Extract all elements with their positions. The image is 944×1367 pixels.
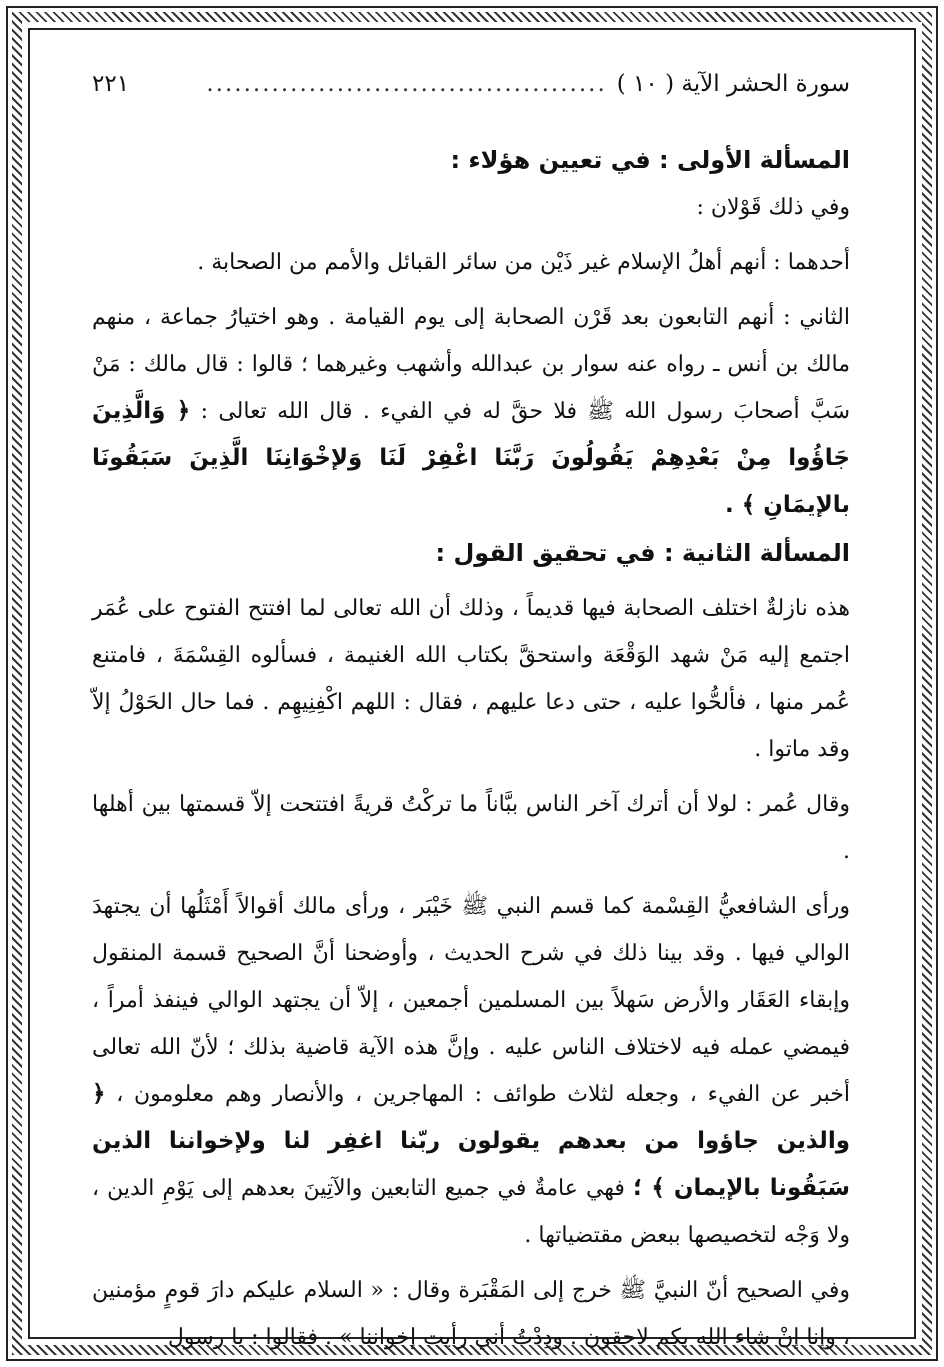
header-title: سورة الحشر الآية ( ١٠ ): [616, 71, 850, 97]
section-heading-2: المسألة الثانية : في تحقيق القول :: [435, 539, 850, 567]
paragraph-hadith: وفي الصحيح أنّ النبيَّ ﷺ خرج إلى المَقْبَرة وقال : « السلام عليكم دارَ قومٍ مؤمنين ، وإنا إنْ شاء الله بكم لاحقون . ودِدْتُ أني رأيت إخواننا » . فقالوا : يا رسول: [92, 1278, 850, 1350]
paragraph-first-opinion: أحدهما : أنهم أهلُ الإسلام غير ذَيْن من سائر القبائل والأمم من الصحابة .: [197, 250, 850, 275]
book-page: [92, 62, 850, 1361]
section-heading-1: المسألة الأولى : في تعيين هؤلاء :: [450, 146, 850, 174]
paragraph-umar-saying: وقال عُمر : لولا أن أترك آخر الناس ببَّاناً ما تركْتُ قريةً افتتحت إلاّ قسمتها بين أهلها .: [92, 792, 850, 864]
running-header: [92, 62, 850, 106]
paragraph-shafii-opinion: [92, 883, 850, 1259]
shafii-text: ورأى الشافعيُّ القِسْمة كما قسم النبي ﷺ خَيْبَر ، ورأى مالك أقوالاً أَمْثَلُها أن يجتهدَ الوالي فيها . وقد بينا ذلك في شرح الحديث ، وأوضحنا أنَّ الصحيح قسمة المنقول وإبقاء العَقَار والأرض سَهلاً بين المسلمين أجمعين ، إلاّ أن يجتهد الوالي فينفذ أمراً ، فيمضي عمله فيه لاختلاف الناس عليه . وإنَّ هذه الآية قاضية بذلك ؛ لأنّ الله تعالى أخبر عن الفيء ، وجعله لثلاث طوائف : المهاجرين ، والأنصار وهم معلومون ،: [92, 894, 850, 1107]
second-opinion-text: الثاني : أنهم التابعون بعد قَرْن الصحابة إلى يوم القيامة . وهو اختيارُ جماعة ، منهم مالك بن أنس ـ رواه عنه سوار بن عبدالله وأشهب وغيرهما ؛ قالوا : قال مالك : مَنْ سَبَّ أصحابَ رسول الله ﷺ فلا حقَّ له في الفيء . قال الله تعالى :: [92, 305, 851, 424]
paragraph-second-opinion: [92, 294, 850, 529]
quran-verse-2: ﴿ والذين جاؤوا من بعدهم يقولون ربّنا اغفِر لنا ولإخواننا الذين سَبَقُونا بالإيمان ﴾ ؛: [92, 1081, 850, 1201]
page-number: ٢٢١: [92, 71, 130, 97]
paragraph-umar-conquests: هذه نازلةٌ اختلف الصحابة فيها قديماً ، وذلك أن الله تعالى لما افتتح الفتوح على عُمَر اجتمع إليه مَنْ شهد الوَقْعَة واستحقَّ بكتاب الله الغنيمة ، فسألوه القِسْمَةَ ، فامتنع عُمر منها ، فألحُّوا عليه ، حتى دعا عليهم ، فقال : اللهم اكْفِنِيهِم . فما حال الحَوْلُ إلاّ وقد ماتوا .: [92, 596, 850, 762]
paragraph-intro: وفي ذلك قَوْلان :: [696, 195, 850, 220]
header-dots: ...........................................: [206, 71, 607, 97]
shafii-tail: فهي عامةٌ في جميع التابعين والآتِينَ بعدهم إلى يَوْمِ الدين ، ولا وَجْه لتخصيصها ببعض مقتضياتها .: [92, 1176, 850, 1248]
quran-verse: ﴿ وَالَّذِينَ جَاؤُوا مِنْ بَعْدِهِمْ يَقُولُونَ رَبَّنَا اغْفِرْ لَنَا وَلإخْوَانِنَا الَّذِينَ سَبَقُونَا بالإيمَانِ ﴾ .: [92, 398, 850, 518]
